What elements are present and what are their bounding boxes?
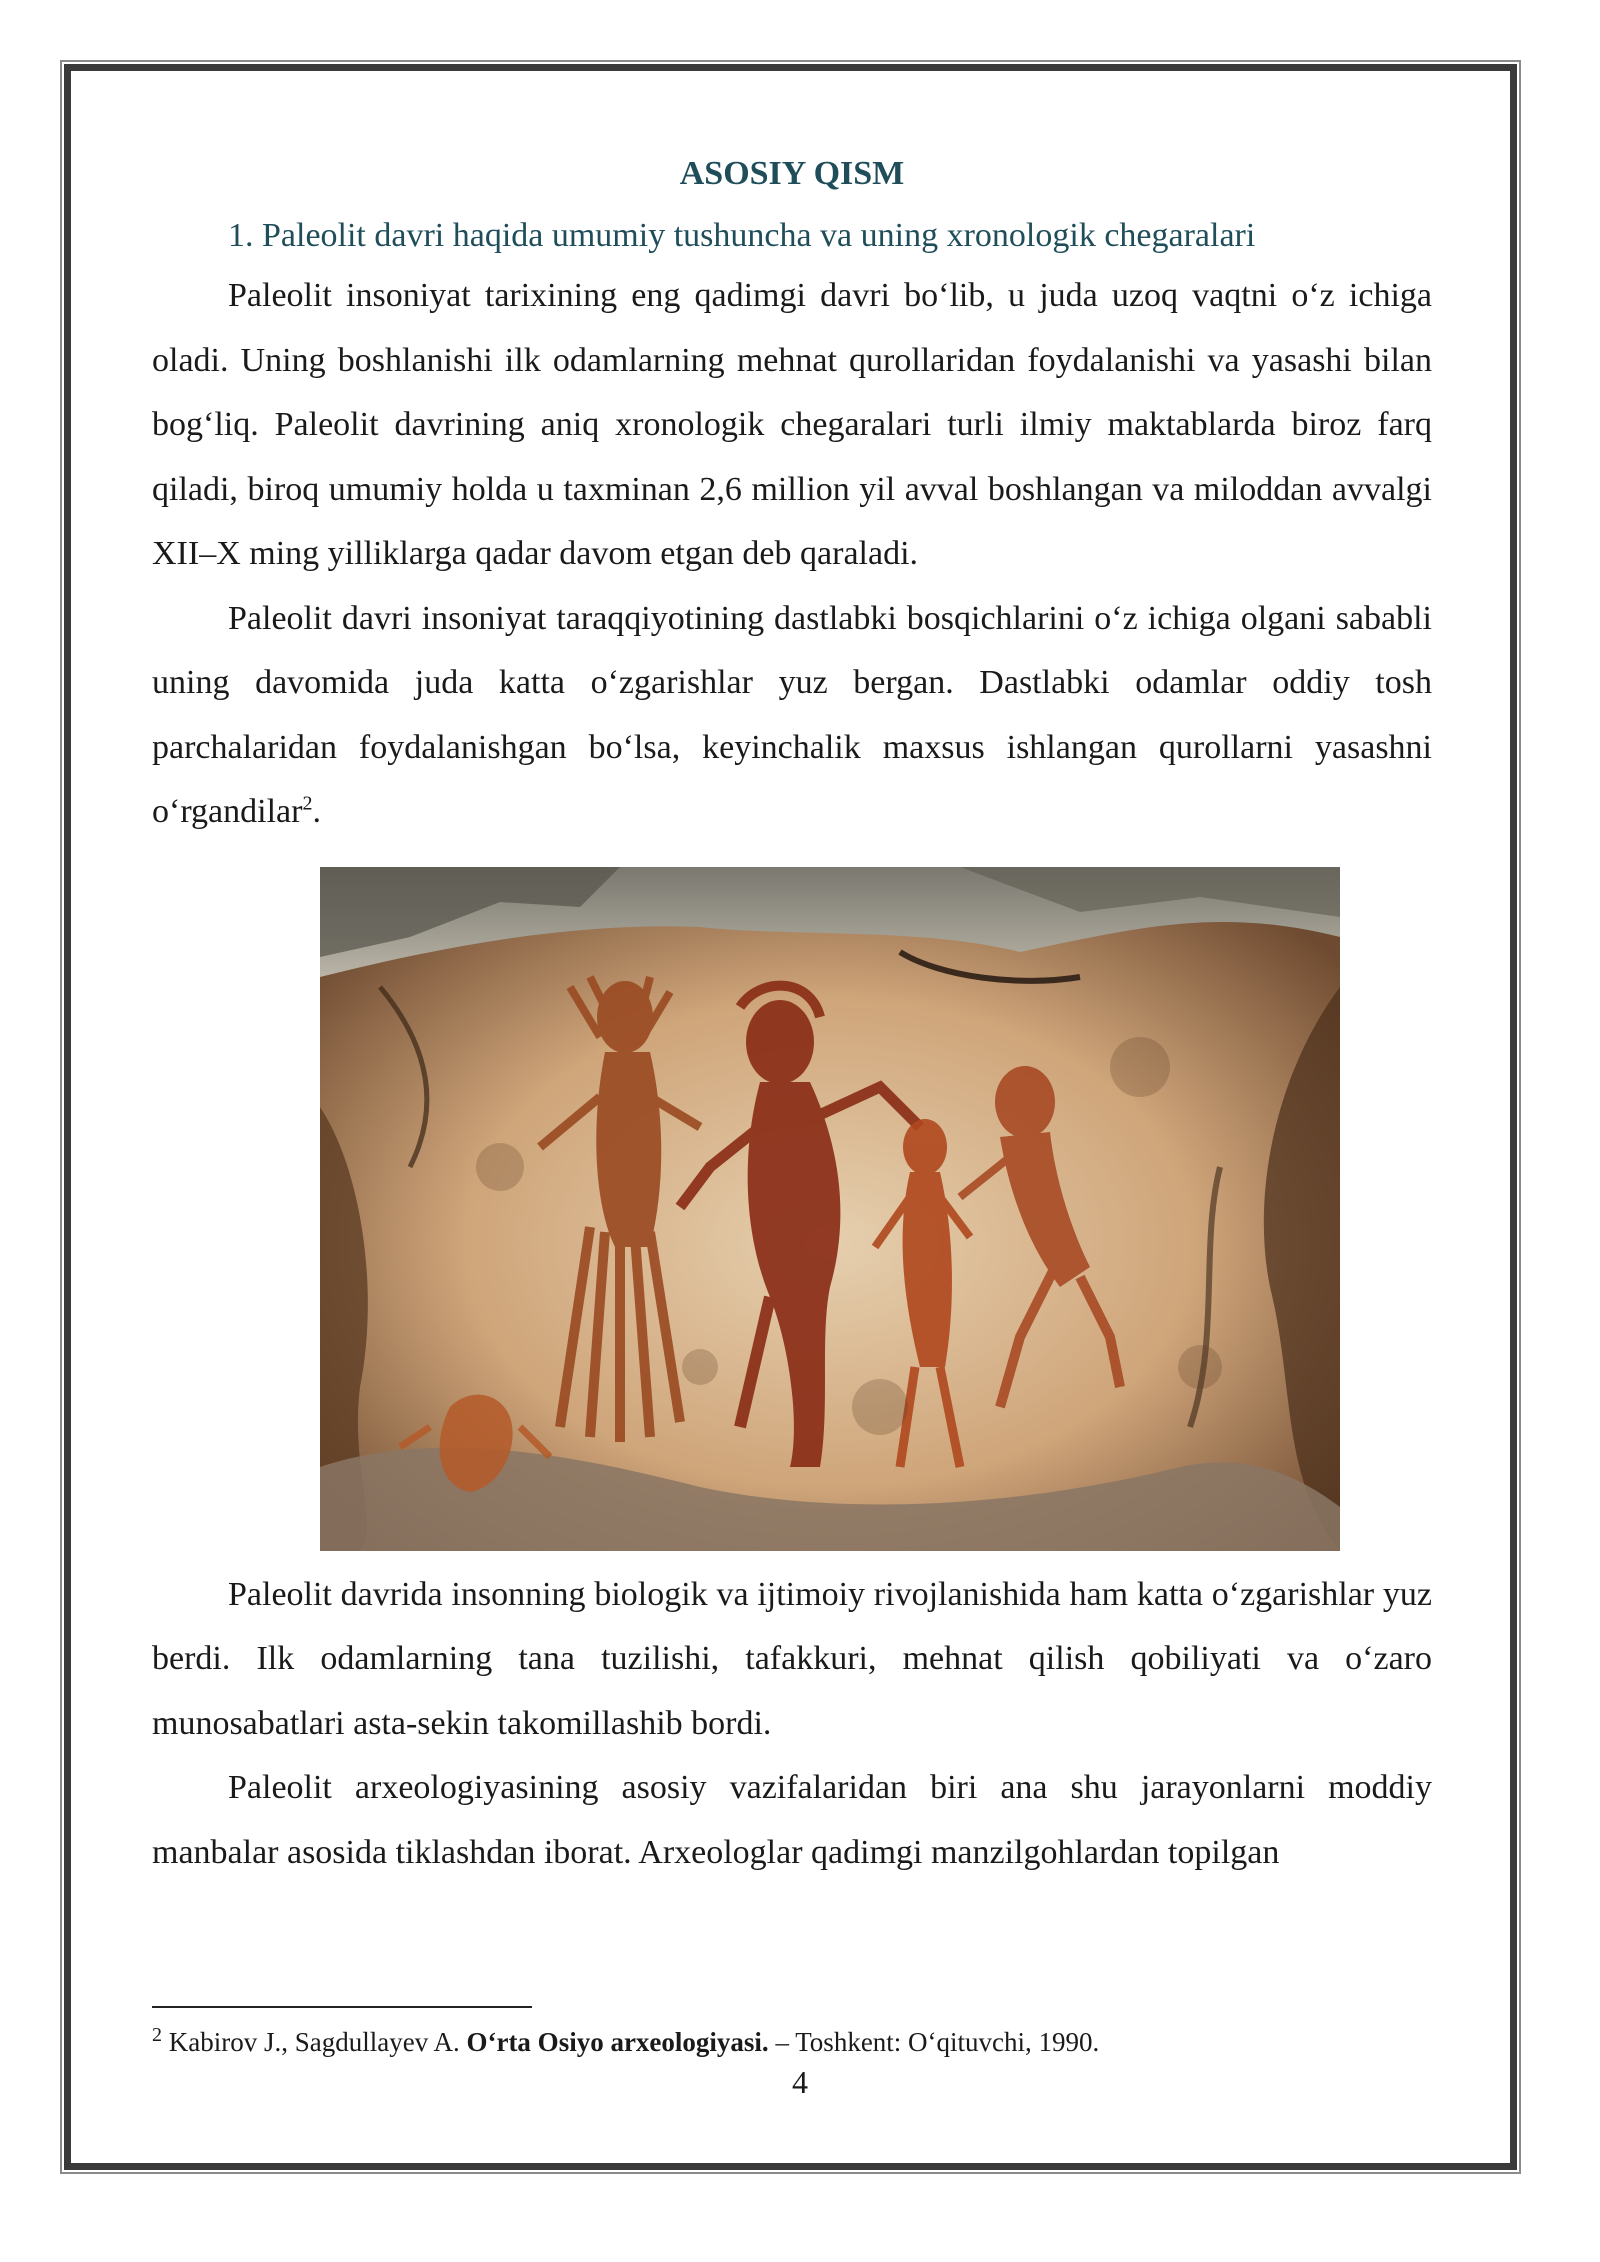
main-heading: ASOSIY QISM [679, 155, 905, 192]
footnote-book-title: O‘rta Osiyo arxeologiyasi. [466, 2027, 769, 2057]
paragraph-2-end: . [312, 793, 321, 830]
cave-painting-image [320, 867, 1340, 1551]
paragraph-4: Paleolit arxeologiyasining asosiy vazifalaridan biri ana shu jarayonlarni moddiy manbalar asosida tiklashdan iborat. Arxeologlar qadimgi manzilgohlardan topilgan [152, 1769, 1432, 1871]
page-content [152, 150, 1432, 1885]
paragraph-2 [152, 587, 1432, 845]
footnote-reference[interactable]: 2 [302, 792, 313, 815]
cave-painting-illustration [320, 867, 1340, 1551]
footnote-authors: Kabirov J., Sagdullayev A. [162, 2027, 467, 2057]
paragraph-2-text: Paleolit davri insoniyat taraqqiyotining dastlabki bosqichlarini o‘z ichiga olgani sababli uning davomida juda katta o‘zgarishlar yuz bergan. Dastlabki odamlar oddiy tosh parchalaridan foydalanishgan bo‘lsa, keyinchalik maxsus ishlangan qurollarni yasashni o‘rgandilar [152, 599, 1432, 830]
section-title: 1. Paleolit davri haqida umumiy tushuncha va uning xronologik chegaralari [228, 217, 1256, 254]
footnote-publisher: – Toshkent: O‘qituvchi, 1990. [768, 2027, 1100, 2057]
page-number: 4 [792, 2064, 808, 2100]
paragraph-1: Paleolit insoniyat tarixining eng qadimgi davri bo‘lib, u juda uzoq vaqtni o‘z ichiga oladi. Uning boshlanishi ilk odamlarning mehnat qurollaridan foydalanishi va yasashi bilan bog‘liq. Paleolit davrining aniq xronologik chegaralari turli ilmiy maktablarda biroz farq qiladi, biroq umumiy holda u taxminan 2,6 million yil avval boshlangan va miloddan avvalgi XII–X ming yilliklarga qadar davom etgan deb qaraladi. [152, 277, 1432, 572]
footnote [152, 2024, 1432, 2060]
footnote-number: 2 [152, 2024, 162, 2046]
paragraph-3: Paleolit davrida insonning biologik va ijtimoiy rivojlanishida ham katta o‘zgarishlar yuz berdi. Ilk odamlarning tana tuzilishi, tafakkuri, mehnat qilish qobiliyati va o‘zaro munosabatlari asta-sekin takomillashib bordi. [152, 1575, 1432, 1742]
footnote-separator [152, 2006, 532, 2008]
